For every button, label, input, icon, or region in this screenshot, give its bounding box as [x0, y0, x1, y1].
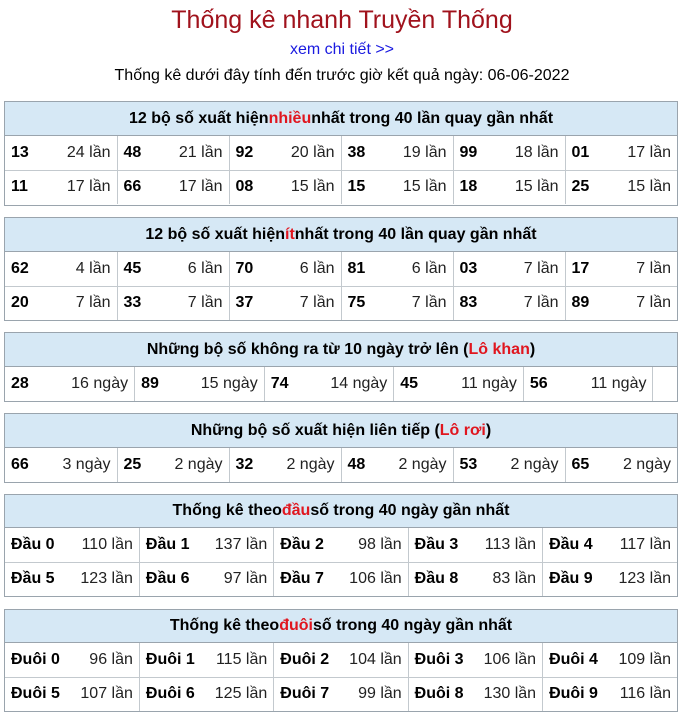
stat-count: 20 lần: [290, 143, 335, 161]
stat-count: 123 lần: [618, 570, 671, 588]
stat-label: Đuôi 8: [414, 685, 464, 703]
stat-cell: [117, 252, 229, 286]
stat-label: 17: [571, 259, 590, 277]
stat-label: 62: [11, 259, 29, 277]
stat-cell: [229, 448, 341, 482]
stat-label: 65: [571, 456, 590, 473]
stats-table: [5, 367, 677, 401]
stat-cell: [135, 367, 265, 401]
stat-cell: [229, 170, 341, 204]
table-row: [5, 367, 677, 401]
stat-cell: [565, 170, 677, 204]
stat-cell: [5, 170, 117, 204]
stat-cell: [139, 677, 273, 711]
stat-label: Đầu 7: [280, 570, 324, 588]
stat-label: 01: [571, 143, 590, 161]
table-row: [5, 448, 677, 482]
header-text: 12 bộ số xuất hiện: [128, 109, 269, 127]
stat-label: 89: [141, 375, 159, 392]
section-header: [5, 610, 677, 643]
stat-count: 7 lần: [187, 294, 223, 312]
stat-count: 7 lần: [299, 294, 335, 312]
stat-count: 123 lần: [80, 570, 133, 588]
most-frequent-section: [4, 101, 678, 206]
stat-cell: [274, 562, 408, 596]
header-text: Thống kê theo: [169, 617, 280, 634]
stat-label: Đuôi 4: [549, 650, 598, 668]
stat-cell: [453, 252, 565, 286]
table-row: [5, 643, 677, 677]
stat-count: 97 lần: [223, 570, 268, 588]
stat-label: 66: [123, 178, 142, 196]
stat-count: 117 lần: [619, 535, 671, 553]
stat-cell: [5, 677, 139, 711]
stat-count: 7 lần: [523, 259, 559, 277]
stat-cell: [565, 286, 677, 320]
stat-cell: [453, 136, 565, 170]
stat-label: 32: [235, 456, 254, 473]
stat-cell: [394, 367, 524, 401]
stat-count: 14 ngày: [330, 375, 388, 392]
table-row: [5, 562, 677, 596]
stat-count: 96 lần: [89, 650, 133, 668]
section-header: [5, 218, 677, 252]
stat-label: Đầu 3: [414, 535, 459, 553]
head-digit-section: [4, 494, 678, 597]
header-highlight: đầu: [281, 502, 311, 519]
stat-count: 104 lần: [349, 650, 402, 668]
stat-count: 2 ngày: [174, 456, 223, 473]
stat-cell: [543, 677, 677, 711]
stat-count: 7 lần: [636, 294, 671, 312]
stat-label: Đầu 6: [145, 570, 190, 588]
stat-cell: [274, 528, 408, 562]
stat-count: 7 lần: [523, 294, 559, 312]
stat-cell: [341, 170, 453, 204]
stat-count: 4 lần: [75, 259, 111, 277]
page-subtitle: Thống kê dưới đây tính đến trước giờ kết quả ngày: 06-06-2022: [114, 67, 570, 84]
stat-label: 74: [270, 375, 289, 392]
header-text: nhất trong 40 lần quay gần nhất: [311, 109, 554, 127]
stat-label: Đuôi 7: [280, 685, 330, 703]
table-row: [5, 252, 677, 286]
stat-label: Đầu 4: [549, 535, 593, 553]
stat-count: 106 lần: [483, 650, 537, 668]
stat-count: 3 ngày: [62, 456, 111, 473]
stat-label: Đuôi 1: [145, 650, 195, 668]
stat-cell: [5, 448, 117, 482]
stat-count: 21 lần: [178, 143, 223, 161]
stat-label: 08: [235, 178, 254, 196]
page-title: Thống kê nhanh Truyền Thống: [171, 6, 513, 34]
stat-label: 15: [347, 178, 366, 196]
stat-count: 113 lần: [484, 535, 537, 553]
header-text: số trong 40 ngày gần nhất: [310, 502, 510, 519]
table-row: [5, 136, 677, 170]
stat-cell: [341, 448, 453, 482]
view-details-link[interactable]: xem chi tiết >>: [289, 41, 395, 58]
stat-cell: [117, 448, 229, 482]
section-header: [5, 495, 677, 528]
stats-table: [5, 528, 677, 596]
stat-cell: [523, 367, 653, 401]
stat-cell: [341, 136, 453, 170]
stat-cell: [408, 562, 542, 596]
section-header: [5, 102, 677, 136]
page-header: [0, 0, 684, 96]
stat-cell: [543, 528, 677, 562]
stat-label: 33: [123, 294, 142, 312]
stat-count: 7 lần: [411, 294, 447, 312]
stat-cell: [408, 528, 542, 562]
header-text: Những bộ số xuất hiện liên tiếp (: [190, 421, 440, 439]
stat-count: 17 lần: [66, 178, 111, 196]
stat-cell: [274, 643, 408, 677]
stat-count: 115 lần: [215, 650, 268, 668]
stat-cell: [408, 643, 542, 677]
stat-label: Đuôi 9: [549, 685, 598, 703]
stat-label: 28: [11, 375, 29, 392]
stat-label: Đầu 8: [414, 570, 459, 588]
stat-label: 66: [11, 456, 29, 473]
stat-count: 7 lần: [636, 259, 671, 277]
stat-label: 48: [123, 143, 142, 161]
stat-cell: [229, 252, 341, 286]
stat-count: 109 lần: [618, 650, 671, 668]
stats-table: [5, 252, 677, 320]
stat-count: 15 lần: [627, 178, 671, 196]
stat-count: 16 ngày: [71, 375, 129, 392]
stat-label: 13: [11, 143, 29, 161]
stat-cell: [117, 170, 229, 204]
stat-label: Đầu 9: [549, 570, 593, 588]
stat-label: 53: [459, 456, 478, 473]
stat-cell: [453, 170, 565, 204]
stat-count: 137 lần: [214, 535, 268, 553]
stat-label: Đầu 2: [280, 535, 324, 553]
stat-count: 2 ngày: [622, 456, 671, 473]
stat-cell: [341, 252, 453, 286]
stat-count: 83 lần: [492, 570, 537, 588]
stat-count: 6 lần: [411, 259, 447, 277]
stat-label: Đuôi 5: [11, 685, 60, 703]
stat-cell: [139, 562, 273, 596]
stat-label: 75: [347, 294, 366, 312]
stat-cell: [5, 528, 139, 562]
stat-label: Đuôi 2: [280, 650, 330, 668]
header-text: ): [529, 340, 536, 358]
stat-cell: [565, 448, 677, 482]
stat-cell: [5, 136, 117, 170]
table-row: [5, 170, 677, 204]
stat-count: 24 lần: [66, 143, 111, 161]
stat-cell: [341, 286, 453, 320]
stat-label: 92: [235, 143, 254, 161]
stat-label: Đuôi 3: [414, 650, 464, 668]
lo-roi-section: [4, 413, 678, 483]
stats-table: [5, 643, 677, 711]
header-highlight: ít: [285, 225, 295, 243]
stat-label: 83: [459, 294, 478, 312]
table-row: [5, 528, 677, 562]
header-text: Thống kê theo: [172, 502, 282, 519]
stat-cell: [5, 562, 139, 596]
stat-count: 2 ngày: [286, 456, 335, 473]
empty-cell: [653, 367, 677, 401]
tail-digit-section: [4, 609, 678, 712]
stat-label: 81: [347, 259, 366, 277]
stat-count: 98 lần: [358, 535, 402, 553]
stat-label: Đầu 0: [11, 535, 55, 553]
stat-cell: [229, 286, 341, 320]
header-text: Những bộ số không ra từ 10 ngày trở lên (: [146, 340, 469, 358]
stat-count: 15 lần: [290, 178, 335, 196]
stat-label: Đuôi 0: [11, 650, 60, 668]
stat-cell: [5, 252, 117, 286]
header-text: số trong 40 ngày gần nhất: [312, 617, 513, 634]
stat-label: 25: [571, 178, 590, 196]
stat-label: 11: [11, 178, 28, 196]
lo-khan-section: [4, 332, 678, 402]
stat-label: 45: [123, 259, 142, 277]
stat-cell: [139, 528, 273, 562]
stat-count: 15 ngày: [200, 375, 258, 392]
stat-count: 130 lần: [483, 685, 537, 703]
stat-cell: [117, 286, 229, 320]
stat-label: Đuôi 6: [145, 685, 195, 703]
stat-cell: [453, 448, 565, 482]
stat-count: 11 ngày: [461, 375, 517, 392]
stat-count: 15 lần: [514, 178, 559, 196]
stat-cell: [5, 643, 139, 677]
stat-label: 20: [11, 294, 29, 312]
stat-cell: [274, 677, 408, 711]
stat-count: 106 lần: [349, 570, 402, 588]
stat-count: 6 lần: [187, 259, 223, 277]
stat-label: 89: [571, 294, 590, 312]
stat-cell: [408, 677, 542, 711]
stat-count: 18 lần: [514, 143, 559, 161]
stat-label: 38: [347, 143, 366, 161]
stat-cell: [453, 286, 565, 320]
header-highlight: Lô khan: [468, 340, 530, 358]
stat-label: 48: [347, 456, 366, 473]
stat-label: 70: [235, 259, 254, 277]
header-text: 12 bộ số xuất hiện: [145, 225, 285, 243]
stat-count: 116 lần: [619, 685, 671, 703]
stat-label: 37: [235, 294, 254, 312]
stat-cell: [117, 136, 229, 170]
stat-label: 99: [459, 143, 478, 161]
table-row: [5, 677, 677, 711]
stat-cell: [5, 367, 135, 401]
stat-label: 45: [400, 375, 419, 392]
stat-count: 17 lần: [627, 143, 671, 161]
header-text: nhất trong 40 lần quay gần nhất: [294, 225, 537, 243]
stat-cell: [5, 286, 117, 320]
header-highlight: nhiều: [268, 109, 312, 127]
stat-label: Đầu 5: [11, 570, 55, 588]
stat-count: 7 lần: [75, 294, 111, 312]
stat-label: Đầu 1: [145, 535, 190, 553]
header-text: ): [485, 421, 492, 439]
stat-count: 110 lần: [81, 535, 133, 553]
stat-label: 18: [459, 178, 478, 196]
stat-count: 107 lần: [80, 685, 133, 703]
stat-count: 19 lần: [402, 143, 447, 161]
header-highlight: đuôi: [279, 617, 313, 634]
stat-cell: [543, 643, 677, 677]
stat-count: 6 lần: [299, 259, 335, 277]
stat-label: 25: [123, 456, 142, 473]
section-header: [5, 414, 677, 448]
stat-count: 125 lần: [214, 685, 268, 703]
stat-cell: [565, 252, 677, 286]
least-frequent-section: [4, 217, 678, 321]
stat-label: 03: [459, 259, 478, 277]
stat-cell: [543, 562, 677, 596]
stat-count: 2 ngày: [510, 456, 559, 473]
stat-cell: [565, 136, 677, 170]
stats-table: [5, 136, 677, 204]
section-header: [5, 333, 677, 367]
stat-count: 17 lần: [178, 178, 223, 196]
stat-count: 2 ngày: [398, 456, 447, 473]
stat-label: 56: [529, 375, 548, 392]
header-highlight: Lô rơi: [439, 421, 486, 439]
stat-count: 99 lần: [358, 685, 402, 703]
table-row: [5, 286, 677, 320]
stat-cell: [264, 367, 394, 401]
stat-cell: [229, 136, 341, 170]
stat-cell: [139, 643, 273, 677]
stat-count: 15 lần: [402, 178, 447, 196]
stat-count: 11 ngày: [590, 375, 647, 392]
stats-table: [5, 448, 677, 482]
